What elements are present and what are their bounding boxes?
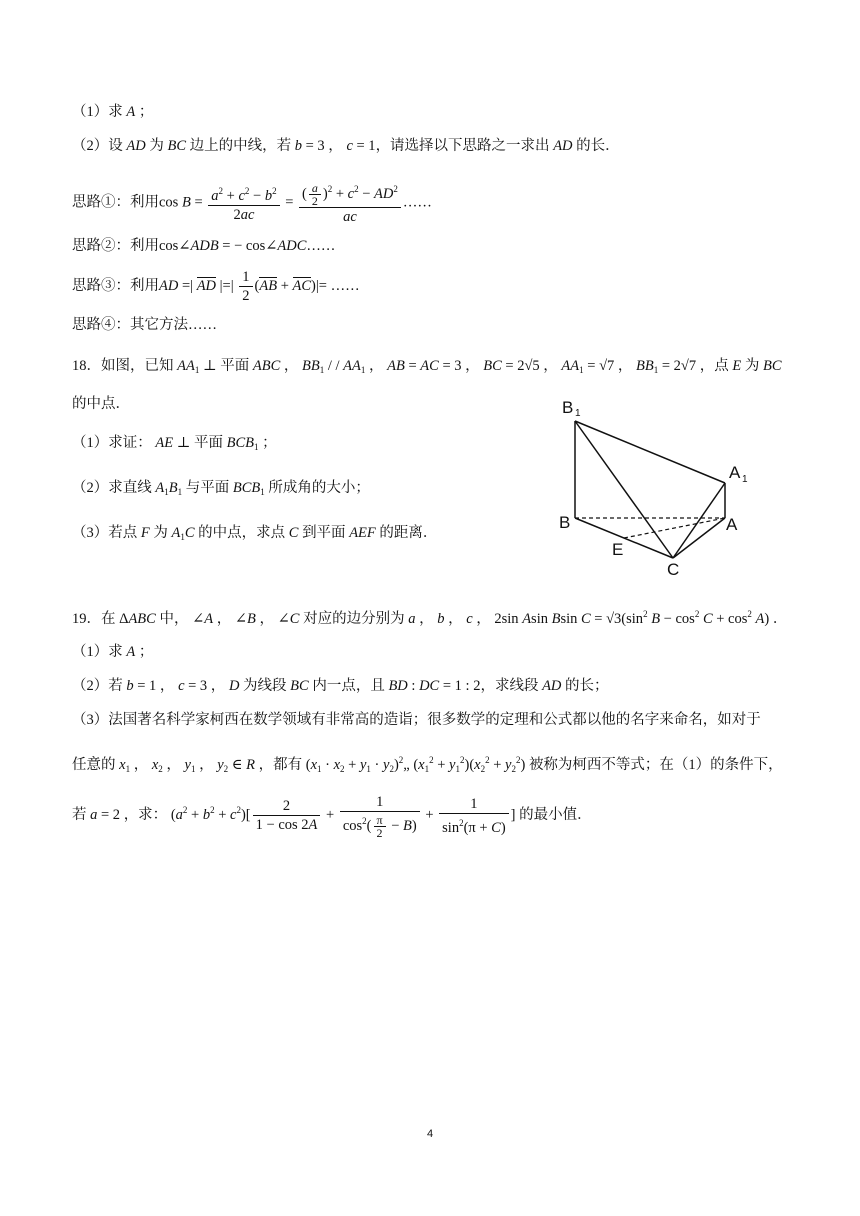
label-a: A <box>726 515 738 534</box>
q17-approach2: 思路②：利用cos∠ADB = − cos∠ADC…… <box>72 238 336 254</box>
edge-ac <box>673 518 725 558</box>
svg-text:1: 1 <box>575 408 581 419</box>
q17-approach1: 思路①：利用cos B = $\frac{a^2 + c^2 - b^2}{2ac}$ = ( $\frac{a}{2}$ )$^2 + c^2 - AD^2$ ac …… <box>72 181 432 226</box>
label-e: E <box>612 540 624 559</box>
q17-part1: （1）求 A ； <box>72 104 154 120</box>
q18-part3: （3）若点 F 为 $A_1C$ 的中点，求点 C 到平面 AEF 的距离． <box>72 525 438 542</box>
q18-part2: （2）求直线 $A_1B_1$ 与平面 $BCB_1$ 所成角的大小； <box>72 480 370 497</box>
q18-intro-line2: 的中点． <box>72 396 130 412</box>
q18-intro: 18．如图，已知 $AA_1$ ⊥ 平面 ABC ， $BB_1$ / / $AA_1$ ， AB = AC = 3 ， BC = 2√5 ， $AA_1 = √7$ ， $BB_1 = 2√7$ ，点 E 为 BC <box>72 358 782 375</box>
q19-part3-line2: 任意的 $x_1$ ， $x_2$ ， $y_1$ ， $y_2$ ∈ R ，都有 ($x_1 \cdot x_2 + y_1$ · $y_2)^2„$ $(x_1^2 + y_1^2)(x_2^2 + y_2^2)$ 被称为柯西不等式；在（1）的条件下， <box>72 755 783 774</box>
edge-ae-hidden <box>624 518 725 538</box>
prism-figure <box>548 392 768 582</box>
q19-part2: （2）若 b = 1 ， c = 3 ， D 为线段 BC 内一点，且 BD : DC = 1 : 2，求线段 AD 的长； <box>72 678 609 694</box>
q19-intro: 19．在 ΔABC 中， ∠A ， ∠B ， ∠C 对应的边分别为 a ， b ， c ， 2sin Asin Bsin $C = √3(\sin^2$ $B - \cos^2 C + \cos^2 A$) ． <box>72 609 788 627</box>
page-number: 4 <box>426 1128 434 1140</box>
svg-text:1: 1 <box>742 474 748 485</box>
label-b: B <box>559 513 571 532</box>
q17-approach4: 思路④：其它方法…… <box>72 317 217 333</box>
q19-part1: （1）求 A ； <box>72 644 154 660</box>
q17-part2: （2）设 AD 为 BC 边上的中线，若 b = 3 ， c = 1，请选择以下思路之一求出 AD 的长． <box>72 138 620 154</box>
label-a1: A <box>729 463 741 482</box>
q19-part3-line1: （3）法国著名科学家柯西在数学领域有非常高的造诣；很多数学的定理和公式都以他的名字来命名，如对于 <box>72 712 761 728</box>
q18-part1: （1）求证： AE ⊥ 平面 $BCB_1$ ； <box>72 435 277 452</box>
q19-part3-line3: 若 a = 2 ，求： $(a^2 + b^2 + c^2)$[ $\frac{2}{1 - \cos 2A}$ + 1 $\cos^2$( $\frac{\pi}{2}$ − B) + $\frac{1}{\sin^2(\pi + C)}$ ] 的最小值． <box>72 793 592 840</box>
label-c: C <box>667 560 680 579</box>
edge-a1c <box>673 483 725 558</box>
label-b1: B <box>562 398 574 417</box>
q17-approach3: 思路③：利用AD =| AD |=| $\frac{1}{2}$ (AB + AC)|= …… <box>72 269 360 305</box>
